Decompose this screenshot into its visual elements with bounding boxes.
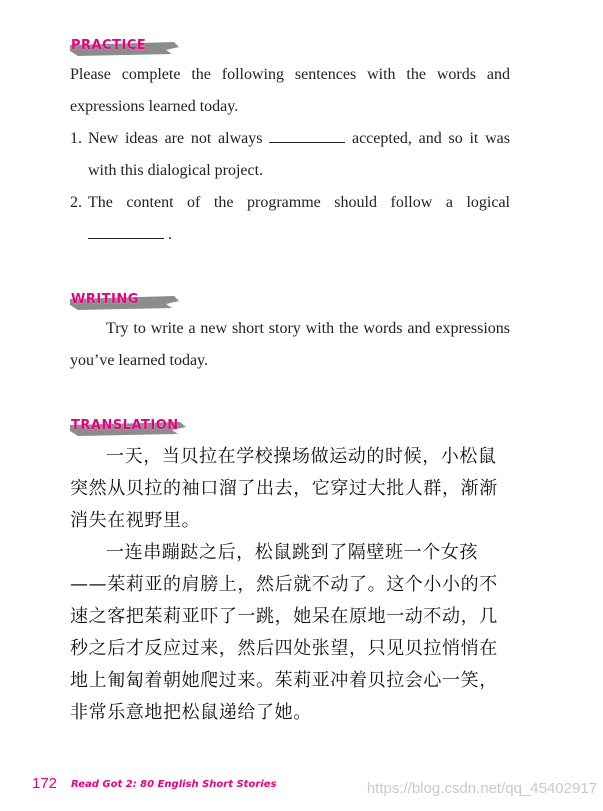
practice-item-2 — [70, 187, 510, 251]
item-text-before: New ideas are not always — [88, 130, 263, 147]
item-text-after: . — [168, 226, 172, 243]
translation-paragraph-2: 一连串蹦跶之后，松鼠跳到了隔壁班一个女孩——茱莉亚的肩膀上，然后就不动了。这个小小的不速之客把茱莉亚吓了一跳，她呆在原地一动不动，几秒之后才反应过来，然后四处张望，只见贝拉悄悄在地上匍匐着朝她爬过来。茱莉亚冲着贝拉会心一笑，非常乐意地把松鼠递给了她。 — [70, 542, 498, 723]
item-text-before: The content of the programme should follow a logical — [88, 194, 510, 211]
book-title: Read Got 2: 80 English Short Stories — [71, 779, 277, 790]
fill-in-blank[interactable] — [88, 222, 164, 239]
writing-heading: WRITING — [71, 292, 139, 307]
watermark: https://blog.csdn.net/qq_45402917 — [366, 780, 597, 797]
item-number: 1. — [70, 130, 82, 147]
translation-heading: TRANSLATION — [71, 418, 179, 433]
practice-heading-badge — [68, 36, 180, 58]
page-footer — [32, 775, 276, 793]
writing-body: Try to write a new short story with the words and expressions you’ve learned today. — [70, 320, 510, 369]
practice-intro: Please complete the following sentences with the words and expressions learned today. — [70, 66, 510, 115]
item-number: 2. — [70, 194, 82, 211]
translation-heading-badge — [68, 416, 188, 438]
fill-in-blank[interactable] — [269, 126, 345, 143]
translation-paragraph-1: 一天，当贝拉在学校操场做运动的时候，小松鼠突然从贝拉的袖口溜了出去，它穿过大批人群，渐渐消失在视野里。 — [70, 446, 498, 531]
item-text-after: accepted, and so it was with this dialogical project. — [88, 130, 510, 179]
writing-heading-badge — [68, 290, 180, 312]
practice-item-1 — [70, 123, 510, 187]
page-number: 172 — [32, 775, 58, 792]
practice-heading: PRACTICE — [71, 38, 147, 53]
